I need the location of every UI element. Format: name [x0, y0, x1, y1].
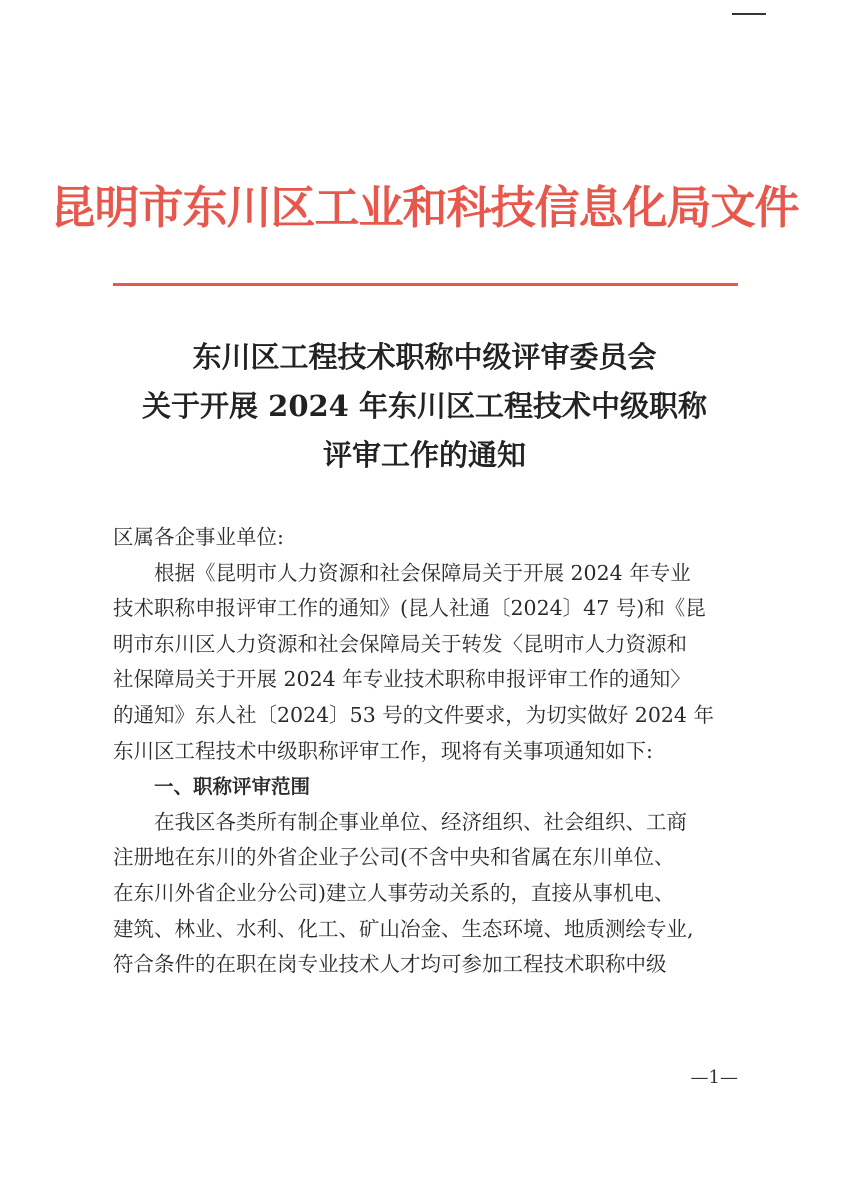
- salutation: 区属各企事业单位:: [113, 525, 284, 549]
- paragraph-2-line-5: 符合条件的在职在岗专业技术人才均可参加工程技术职称中级: [113, 952, 667, 977]
- paragraph-2-line-4: 建筑、林业、水利、化工、矿山冶金、生态环境、地质测绘专业,: [113, 916, 694, 941]
- document-body: [113, 520, 738, 983]
- paragraph-1-line-1: 根据《昆明市人力资源和社会保障局关于开展 2024 年专业: [154, 560, 691, 585]
- red-separator-line: [113, 283, 738, 286]
- paragraph-2-line-3: 在东川外省企业分公司)建立人事劳动关系的，直接从事机电、: [113, 880, 675, 905]
- title-line-3: 评审工作的通知: [322, 438, 526, 472]
- paragraph-2-line-2: 注册地在东川的外省企业子公司(不含中央和省属在东川单位、: [113, 845, 675, 870]
- paragraph-1-line-6: 东川区工程技术中级职称评审工作，现将有关事项通知如下:: [113, 738, 653, 763]
- title-line-2: 关于开展 2024 年东川区工程技术中级职称: [142, 389, 707, 423]
- paragraph-2-line-1: 在我区各类所有制企事业单位、经济组织、社会组织、工商: [154, 809, 687, 834]
- title-line-1: 东川区工程技术职称中级评审委员会: [192, 340, 657, 374]
- section-1-heading: 一、职称评审范围: [154, 775, 311, 799]
- issuer-header: 昆明市东川区工业和科技信息化局文件: [50, 181, 799, 234]
- paragraph-1-line-3: 明市东川区人力资源和社会保障局关于转发〈昆明市人力资源和: [113, 631, 687, 656]
- corner-scan-mark: [732, 13, 766, 15]
- paragraph-1-line-2: 技术职称申报评审工作的通知》(昆人社通〔2024〕47 号)和《昆: [113, 596, 706, 621]
- page-number: —1—: [690, 1067, 738, 1088]
- paragraph-1-line-5: 的通知》东人社〔2024〕53 号的文件要求，为切实做好 2024 年: [113, 702, 714, 727]
- document-title: [0, 333, 849, 480]
- paragraph-1-line-4: 社保障局关于开展 2024 年专业技术职称申报评审工作的通知〉: [113, 667, 691, 692]
